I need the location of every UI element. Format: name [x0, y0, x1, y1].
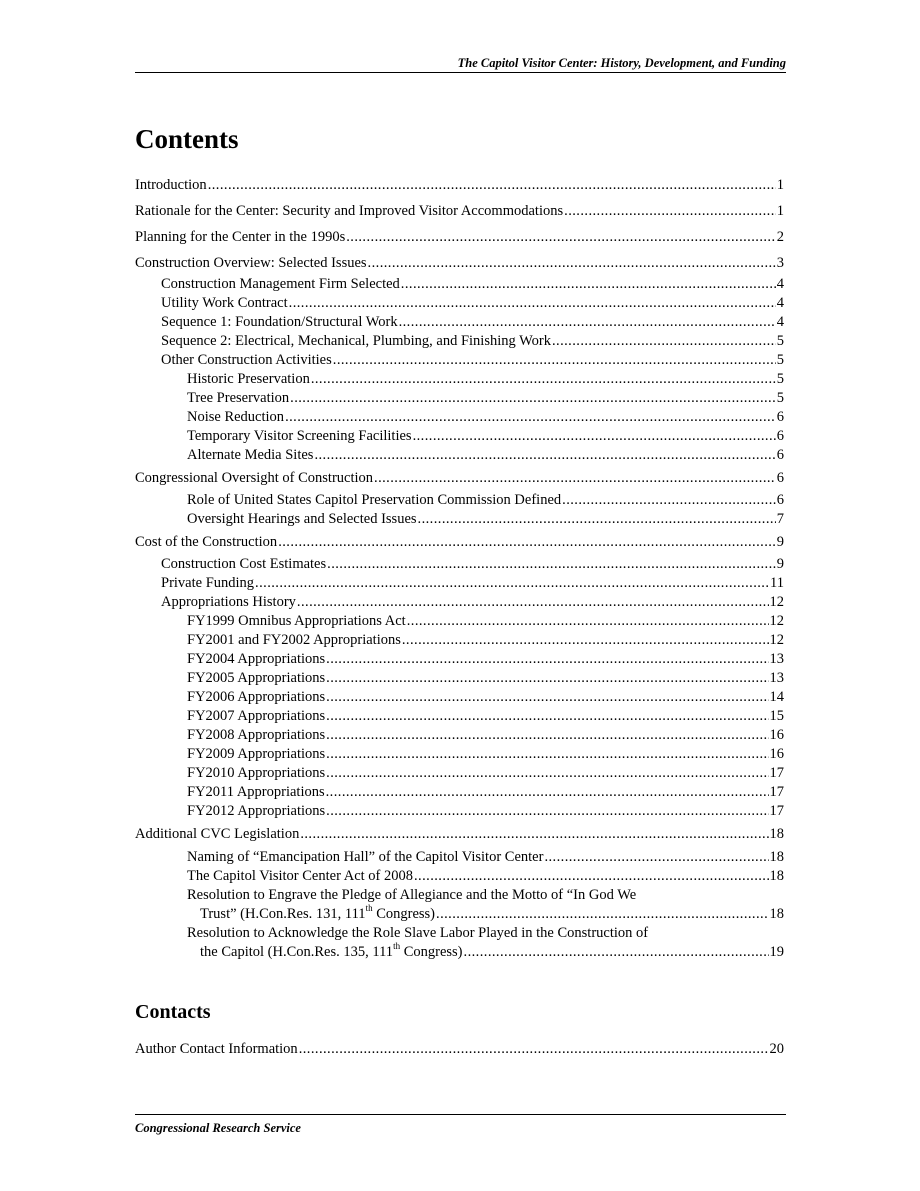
toc-entry-page: 6 [776, 409, 784, 425]
toc-entry-page: 3 [776, 255, 784, 271]
toc-entry[interactable] [161, 351, 784, 370]
toc-entry-page: 6 [776, 428, 784, 444]
toc-entry[interactable] [161, 332, 784, 351]
toc-entry-label: FY2006 Appropriations [187, 689, 326, 705]
toc-entry-label-line2: the Capitol (H.Con.Res. 135, 111th Congress) [200, 941, 463, 960]
toc-entry-page: 15 [769, 708, 784, 724]
toc-entry[interactable] [187, 650, 784, 669]
toc-entry-page: 1 [776, 177, 784, 193]
toc-entry[interactable] [187, 848, 784, 867]
toc-entry[interactable] [187, 370, 784, 389]
toc-entry-page: 11 [770, 575, 784, 591]
toc-entry[interactable] [161, 294, 784, 313]
toc-entry[interactable] [161, 555, 784, 574]
toc-entry-label: FY2007 Appropriations [187, 708, 326, 724]
toc-entry-label: Appropriations History [161, 594, 296, 610]
toc-entry[interactable] [135, 254, 784, 273]
toc-entry-label: FY2012 Appropriations [187, 803, 326, 819]
running-header: The Capitol Visitor Center: History, Development, and Funding [457, 56, 786, 70]
toc-entry[interactable] [161, 593, 784, 612]
toc-entry-page: 9 [776, 556, 784, 572]
toc-entry[interactable] [135, 825, 784, 844]
toc-entry[interactable] [187, 389, 784, 408]
toc-entry-page: 6 [776, 470, 784, 486]
toc-entry[interactable] [135, 1040, 784, 1059]
toc-entry-page: 2 [776, 229, 784, 245]
toc-entry-page: 13 [769, 651, 784, 667]
toc-entry-page: 7 [776, 511, 784, 527]
toc-entry-page: 12 [769, 632, 784, 648]
toc-entry-label: Naming of “Emancipation Hall” of the Capitol Visitor Center [187, 849, 544, 865]
toc-entry[interactable] [161, 313, 784, 332]
toc-entry-label: Construction Cost Estimates [161, 556, 327, 572]
page-title: Contents [135, 124, 239, 154]
toc-entry[interactable] [187, 924, 784, 962]
toc-entry[interactable] [187, 764, 784, 783]
toc-entry-page: 5 [776, 371, 784, 387]
contacts-heading: Contacts [135, 1001, 211, 1023]
toc-entry-label: FY2005 Appropriations [187, 670, 326, 686]
toc-entry-label: Other Construction Activities [161, 352, 332, 368]
toc-entry-page: 19 [769, 944, 784, 960]
toc-entry-label: Historic Preservation [187, 371, 310, 387]
toc-entry[interactable] [135, 176, 784, 195]
toc-entry-label: Additional CVC Legislation [135, 826, 300, 842]
toc-entry[interactable] [187, 491, 784, 510]
toc-entry-page: 4 [776, 276, 784, 292]
footer-rule [135, 1114, 786, 1115]
toc-entry-label-line2: Trust” (H.Con.Res. 131, 111th Congress) [200, 903, 436, 922]
toc-entry-page: 5 [776, 352, 784, 368]
toc-entry[interactable] [135, 228, 784, 247]
toc-entry-page: 14 [769, 689, 784, 705]
toc-entry-page: 16 [769, 727, 784, 743]
toc-entry-label: Role of United States Capitol Preservation Commission Defined [187, 492, 562, 508]
toc-entry[interactable] [187, 510, 784, 529]
toc-entry-label: Alternate Media Sites [187, 447, 314, 463]
toc-entry-label: Congressional Oversight of Construction [135, 470, 374, 486]
toc-entry[interactable] [161, 275, 784, 294]
toc-entry-page: 6 [776, 447, 784, 463]
toc-entry-label: FY2001 and FY2002 Appropriations [187, 632, 401, 648]
footer-text: Congressional Research Service [135, 1121, 301, 1135]
toc-entry-label: FY2011 Appropriations [187, 784, 325, 800]
toc-entry-page: 5 [776, 333, 784, 349]
toc-entry[interactable] [135, 533, 784, 552]
toc-entry[interactable] [187, 669, 784, 688]
toc-entry-label: Sequence 2: Electrical, Mechanical, Plumbing, and Finishing Work [161, 333, 551, 349]
toc-entry[interactable] [187, 867, 784, 886]
toc-entry-label: Cost of the Construction [135, 534, 278, 550]
toc-entry-page: 18 [769, 906, 784, 922]
toc-entry-label: Tree Preservation [187, 390, 290, 406]
toc-entry-page: 12 [769, 594, 784, 610]
toc-entry-label: Construction Management Firm Selected [161, 276, 400, 292]
toc-entry-label: Planning for the Center in the 1990s [135, 229, 346, 245]
toc-entry-label: Author Contact Information [135, 1041, 298, 1057]
toc-entry-label: FY2004 Appropriations [187, 651, 326, 667]
toc-entry-page: 18 [769, 849, 784, 865]
header-rule [135, 72, 786, 73]
toc-entry[interactable] [187, 726, 784, 745]
toc-entry-label: FY1999 Omnibus Appropriations Act [187, 613, 406, 629]
toc-entry-page: 17 [769, 803, 784, 819]
toc-entry-label: Temporary Visitor Screening Facilities [187, 428, 412, 444]
toc-entry-page: 18 [769, 868, 784, 884]
toc-entry-page: 13 [769, 670, 784, 686]
toc-entry[interactable] [187, 612, 784, 631]
toc-entry-label: Introduction [135, 177, 207, 193]
toc-entry-label: Construction Overview: Selected Issues [135, 255, 367, 271]
toc-entry[interactable] [161, 574, 784, 593]
toc-entry[interactable] [187, 631, 784, 650]
toc-entry-label: FY2008 Appropriations [187, 727, 326, 743]
toc-entry-page: 4 [776, 295, 784, 311]
toc-entry-label: FY2009 Appropriations [187, 746, 326, 762]
toc-entry-page: 12 [769, 613, 784, 629]
toc-entry-label-line1: Resolution to Engrave the Pledge of Allegiance and the Motto of “In God We [187, 887, 637, 903]
toc-entry[interactable] [187, 707, 784, 726]
toc-entry-label: Utility Work Contract [161, 295, 288, 311]
toc-entry-label: Noise Reduction [187, 409, 285, 425]
toc-entry-label: Private Funding [161, 575, 255, 591]
toc-entry-page: 1 [776, 203, 784, 219]
toc-entry-label: Rationale for the Center: Security and Improved Visitor Accommodations [135, 203, 564, 219]
toc-entry[interactable] [187, 688, 784, 707]
toc-entry-label-line1: Resolution to Acknowledge the Role Slave Labor Played in the Construction of [187, 925, 649, 941]
toc-entry[interactable] [187, 745, 784, 764]
toc-entry-page: 9 [776, 534, 784, 550]
toc-entry-label: The Capitol Visitor Center Act of 2008 [187, 868, 413, 884]
toc-entry-page: 5 [776, 390, 784, 406]
toc-entry-page: 17 [769, 784, 784, 800]
toc-entry-page: 4 [776, 314, 784, 330]
toc-entry[interactable] [187, 446, 784, 465]
toc-entry[interactable] [187, 427, 784, 446]
toc-entry[interactable] [187, 408, 784, 427]
toc-entry[interactable] [187, 802, 784, 821]
toc-entry-page: 17 [769, 765, 784, 781]
toc-entry[interactable] [135, 469, 784, 488]
toc-entry[interactable] [187, 783, 784, 802]
toc-entry[interactable] [135, 202, 784, 221]
toc-entry-page: 20 [769, 1041, 784, 1057]
toc-entry-label: FY2010 Appropriations [187, 765, 326, 781]
toc-entry-page: 6 [776, 492, 784, 508]
toc-entry-label: Sequence 1: Foundation/Structural Work [161, 314, 398, 330]
toc-entry-page: 16 [769, 746, 784, 762]
toc-entry-page: 18 [769, 826, 784, 842]
toc-entry-label: Oversight Hearings and Selected Issues [187, 511, 417, 527]
toc-entry[interactable] [187, 886, 784, 924]
